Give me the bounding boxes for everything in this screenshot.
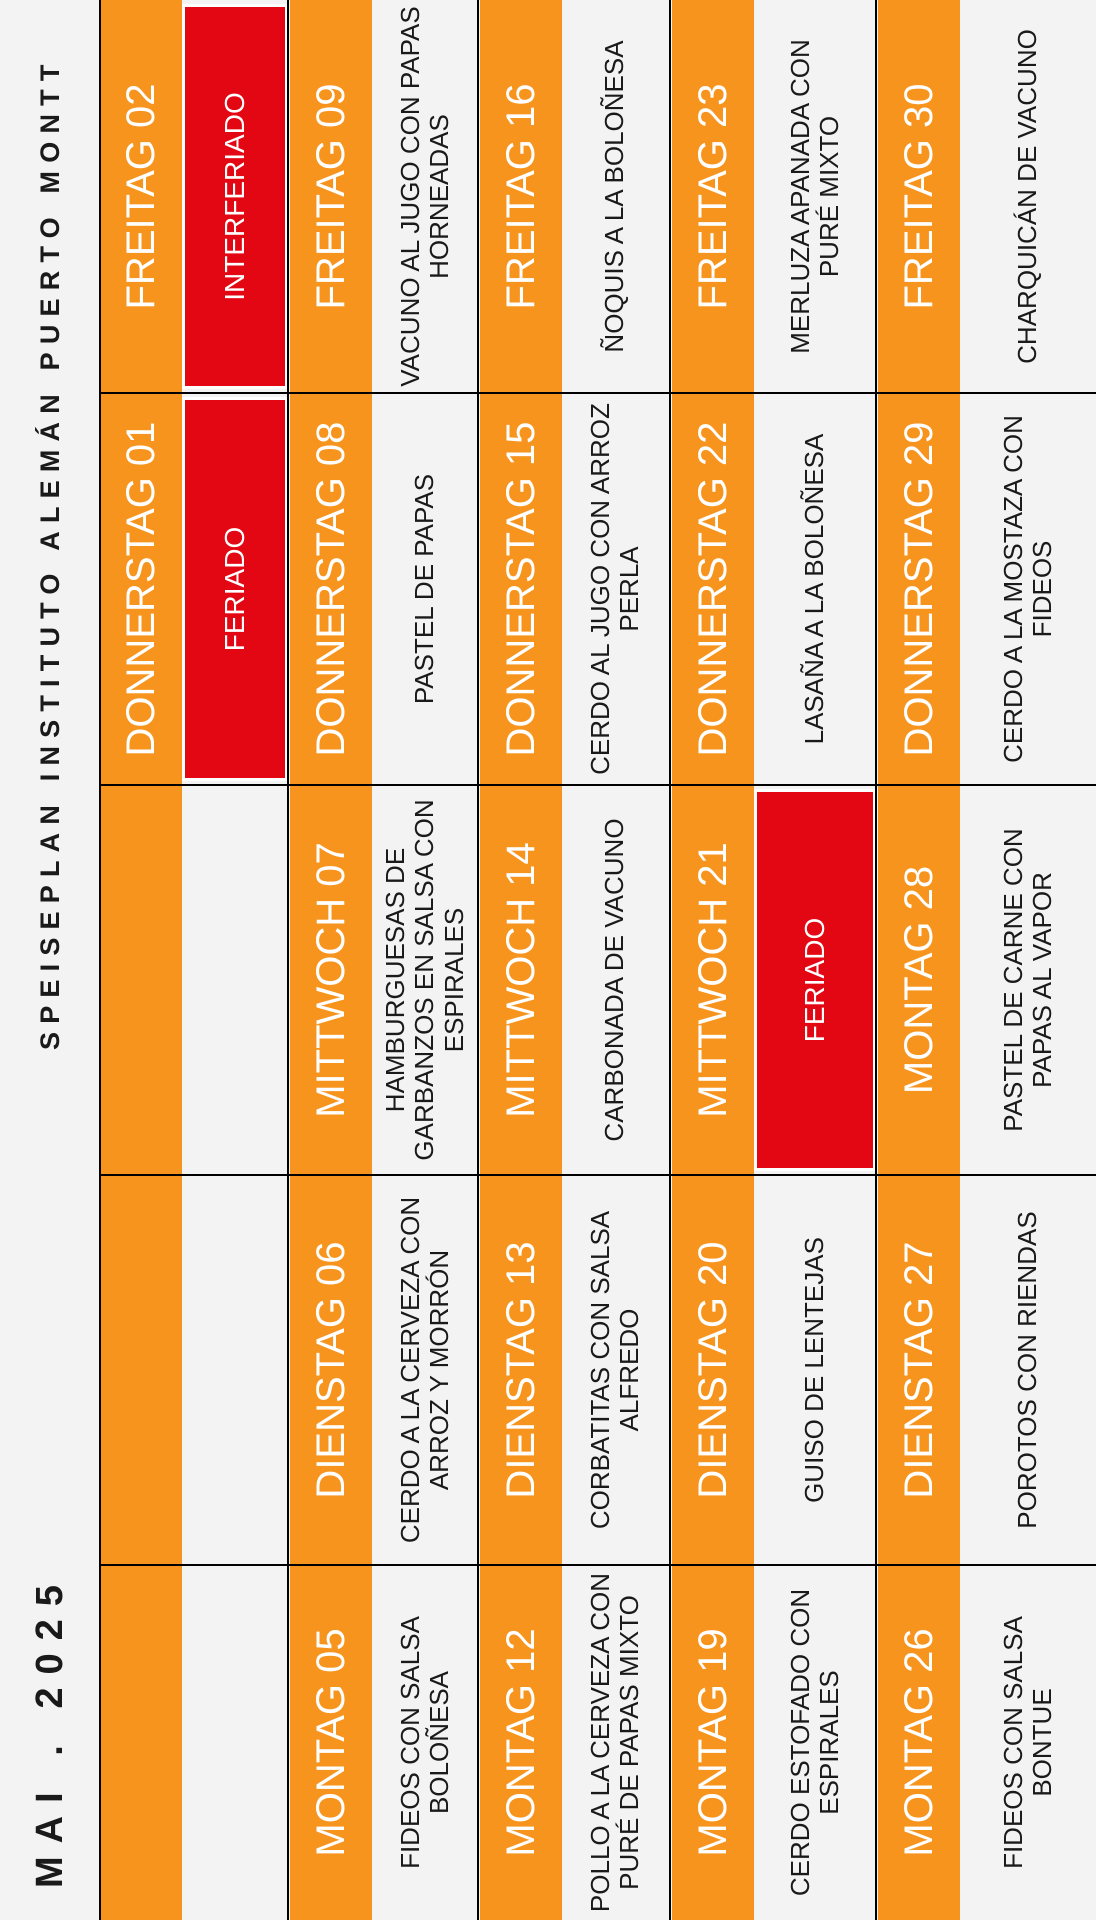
meal-cell: ÑOQUIS A LA BOLOÑESA	[599, 40, 630, 353]
meal-cell: CERDO A LA MOSTAZA CON FIDEOS	[997, 415, 1057, 763]
meal-cell: CERDO A LA CERVEZA CON ARROZ Y MORRÓN	[394, 1196, 454, 1544]
day-header: DONNERSTAG 08	[290, 393, 372, 785]
meal-cell: POROTOS CON RIENDAS	[1012, 1211, 1043, 1529]
row-divider	[477, 0, 479, 1920]
day-header	[100, 1175, 182, 1565]
day-header: DONNERSTAG 15	[480, 393, 562, 785]
day-header: FREITAG 23	[672, 0, 754, 393]
holiday-badge: FERIADO	[754, 789, 876, 1171]
column-divider	[100, 1564, 1096, 1566]
holiday-badge: FERIADO	[182, 397, 288, 781]
meal-cell: CERDO AL JUGO CON ARROZ PERLA	[584, 403, 644, 775]
day-header	[100, 785, 182, 1175]
column-divider	[100, 392, 1096, 394]
month-title: MAI . 2025	[28, 1572, 71, 1888]
day-header: DIENSTAG 13	[480, 1175, 562, 1565]
row-divider	[669, 0, 671, 1920]
meal-cell: MERLUZA APANADA CON PURÉ MIXTO	[784, 39, 844, 354]
column-divider	[100, 784, 1096, 786]
day-header: FREITAG 02	[100, 0, 182, 393]
day-header: FREITAG 09	[290, 0, 372, 393]
meal-cell	[182, 1175, 288, 1565]
day-header: DONNERSTAG 29	[878, 393, 960, 785]
meal-cell: PASTEL DE CARNE CON PAPAS AL VAPOR	[997, 828, 1057, 1132]
meal-cell: CORBATITAS CON SALSA ALFREDO	[584, 1210, 644, 1530]
meal-cell	[182, 1565, 288, 1920]
day-header: MONTAG 12	[480, 1565, 562, 1920]
meal-cell: LASAÑA A LA BOLOÑESA	[799, 433, 830, 745]
meal-cell: CHARQUICÁN DE VACUNO	[1012, 29, 1043, 364]
menu-title: SPEISEPLAN INSTITUTO ALEMÁN PUERTO MONTT	[34, 56, 65, 1050]
meal-cell: FIDEOS CON SALSA BONTUE	[997, 1616, 1057, 1869]
meal-cell: POLLO A LA CERVEZA CON PURÉ DE PAPAS MIXTO	[584, 1572, 644, 1913]
day-header: MONTAG 05	[290, 1565, 372, 1920]
day-header: MONTAG 28	[878, 785, 960, 1175]
column-divider	[100, 1174, 1096, 1176]
row-divider	[287, 0, 289, 1920]
row-divider	[99, 0, 101, 1920]
holiday-badge: INTERFERIADO	[182, 4, 288, 389]
day-header: MONTAG 26	[878, 1565, 960, 1920]
day-header: DIENSTAG 20	[672, 1175, 754, 1565]
row-divider	[875, 0, 877, 1920]
meal-cell: GUISO DE LENTEJAS	[799, 1237, 830, 1503]
meal-cell: PASTEL DE PAPAS	[409, 473, 440, 705]
day-header: DONNERSTAG 01	[100, 393, 182, 785]
meal-cell	[182, 785, 288, 1175]
day-header: DIENSTAG 06	[290, 1175, 372, 1565]
day-header	[100, 1565, 182, 1920]
meal-cell: HAMBURGUESAS DE GARBANZOS EN SALSA CON ESPIRALES	[380, 799, 469, 1161]
day-header: DONNERSTAG 22	[672, 393, 754, 785]
meal-cell: FIDEOS CON SALSA BOLOÑESA	[394, 1616, 454, 1869]
day-header: FREITAG 16	[480, 0, 562, 393]
menu-header	[0, 0, 100, 1920]
day-header: MITTWOCH 14	[480, 785, 562, 1175]
day-header: MITTWOCH 21	[672, 785, 754, 1175]
meal-cell: CERDO ESTOFADO CON ESPIRALES	[784, 1588, 844, 1897]
day-header: FREITAG 30	[878, 0, 960, 393]
meal-cell: CARBONADA DE VACUNO	[599, 818, 630, 1142]
meal-cell: VACUNO AL JUGO CON PAPAS HORNEADAS	[394, 6, 454, 387]
day-header: MITTWOCH 07	[290, 785, 372, 1175]
day-header: DIENSTAG 27	[878, 1175, 960, 1565]
day-header: MONTAG 19	[672, 1565, 754, 1920]
